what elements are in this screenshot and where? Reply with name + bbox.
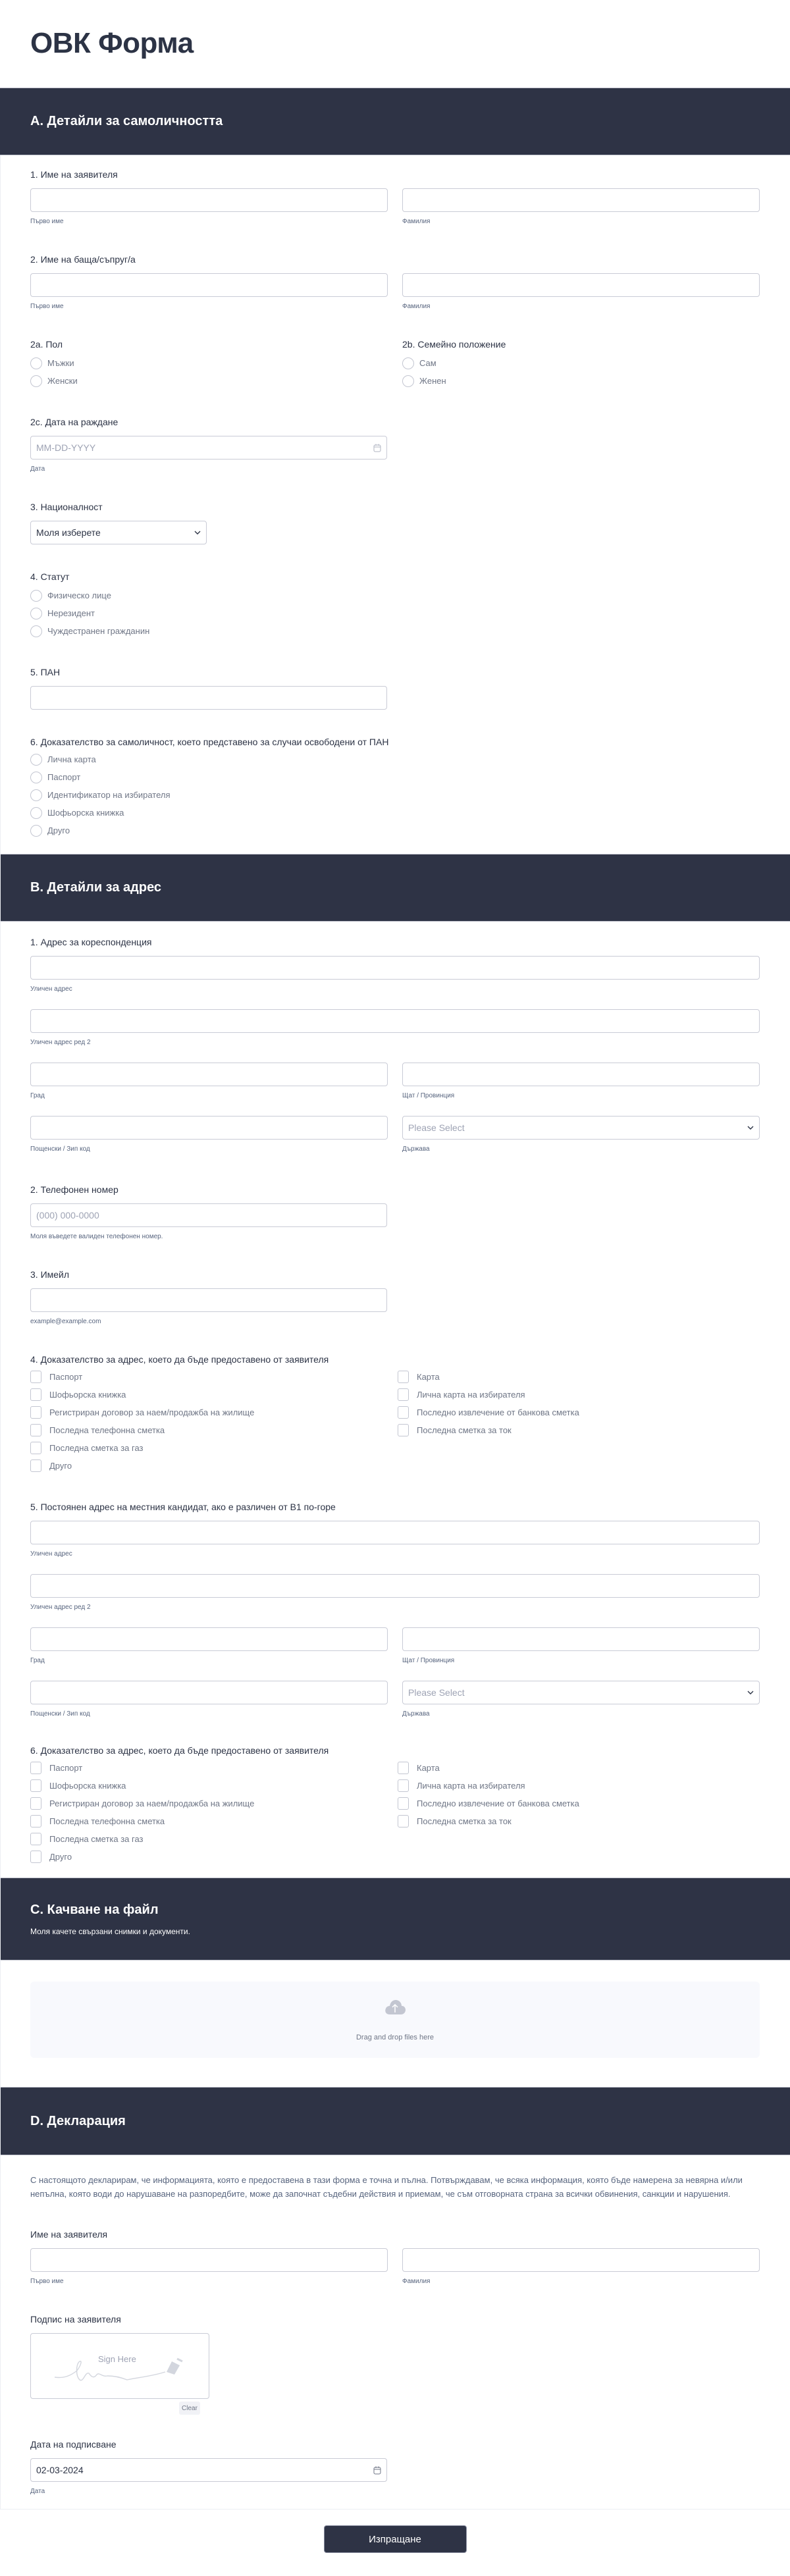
question-label: 2. Телефонен номер [30, 1184, 118, 1195]
clear-signature-button[interactable]: Clear [179, 2402, 200, 2415]
option-label: Идентификатор на избирателя [47, 790, 171, 800]
checkbox[interactable] [30, 1762, 41, 1774]
file-upload-dropzone[interactable] [30, 1982, 760, 2058]
checkbox[interactable] [398, 1388, 409, 1401]
question-label: 3. Националност [30, 502, 103, 512]
radio-button[interactable] [30, 357, 42, 369]
applicant-name-question [30, 155, 760, 230]
checkbox-option-card[interactable] [398, 1759, 760, 1777]
option-label: Нерезидент [47, 608, 95, 618]
option-label: Последна сметка за ток [417, 1816, 512, 1826]
sublabel: Уличен адрес ред 2 [30, 1039, 91, 1046]
checkbox[interactable] [30, 1406, 41, 1419]
page-left-border [0, 155, 1, 2509]
radio-option-single[interactable] [402, 354, 760, 372]
signature-pen-icon [55, 2357, 193, 2392]
checkbox-option-rental-contract[interactable] [30, 1795, 398, 1812]
checkbox[interactable] [398, 1424, 409, 1436]
checkbox-option-gas-bill[interactable] [30, 1439, 398, 1457]
checkbox[interactable] [398, 1815, 409, 1827]
question-label: 5. Постоянен адрес на местния кандидат, ако е различен от B1 по-горе [30, 1502, 336, 1512]
radio-option-voter-id[interactable] [30, 786, 760, 804]
section-a-body [0, 155, 790, 854]
checkbox-option-electricity-bill[interactable] [398, 1421, 760, 1439]
status-question [30, 544, 760, 640]
address-proof-question [30, 1330, 760, 1475]
date-value: 02-03-2024 [36, 2465, 84, 2475]
sublabel: Първо име [30, 218, 64, 225]
nationality-select[interactable] [30, 521, 207, 544]
select-placeholder: Please Select [408, 1687, 465, 1698]
correspondence-address-question [30, 922, 760, 1157]
radio-button[interactable] [30, 825, 42, 837]
checkbox[interactable] [398, 1779, 409, 1792]
chevron-down-icon [747, 1126, 754, 1130]
checkbox[interactable] [398, 1371, 409, 1383]
option-label: Последна сметка за газ [49, 1834, 144, 1844]
permanent-street-address-line2-input[interactable] [30, 1574, 760, 1598]
father-first-name-input[interactable] [30, 273, 388, 297]
checkbox[interactable] [30, 1851, 41, 1863]
question-label: 2a. Пол [30, 339, 63, 350]
checkbox[interactable] [30, 1459, 41, 1472]
radio-button[interactable] [402, 357, 414, 369]
option-label: Регистриран договор за наем/продажба на жилище [49, 1407, 255, 1417]
postal-code-input[interactable] [30, 1116, 388, 1140]
chevron-down-icon [747, 1691, 754, 1695]
radio-option-married[interactable] [402, 372, 760, 390]
sublabel: Дата [30, 465, 45, 473]
city-input[interactable] [30, 1063, 388, 1086]
applicant-last-name-input[interactable] [402, 188, 760, 212]
select-value: Моля изберете [36, 527, 101, 538]
option-label: Друго [47, 826, 70, 835]
sublabel: Дата [30, 2488, 45, 2495]
permanent-country-select[interactable] [402, 1681, 760, 1704]
address-proof-question-2 [30, 1722, 760, 1878]
phone-placeholder: (000) 000-0000 [36, 1210, 99, 1221]
phone-input[interactable] [30, 1203, 387, 1227]
checkbox-option-voter-id[interactable] [398, 1386, 760, 1404]
checkbox-option-driving-license[interactable] [30, 1777, 398, 1795]
checkbox-option-passport[interactable] [30, 1759, 398, 1777]
declaration-text: С настоящото декларирам, че информацията, която е предоставена в тази форма е точна и пълна. Потвърждавам, че всяка информация, която бъде намерена за невярна и/или непълна, която води до нарушаване на разпоредбите, може да започнат съдебни действия и приемам, че съм отговорната страна за всички обвинения, санкции и нарушения. [30, 2175, 743, 2199]
question-label: Подпис на заявителя [30, 2314, 121, 2325]
option-label: Лична карта [47, 754, 96, 764]
sublabel: Щат / Провинция [402, 1657, 455, 1664]
sublabel: Уличен адрес [30, 1550, 72, 1558]
section-d-body [0, 2155, 790, 2509]
chevron-down-icon [194, 531, 201, 535]
sublabel: Държава [402, 1710, 430, 1718]
option-label: Друго [49, 1852, 72, 1862]
question-label: 2c. Дата на раждане [30, 417, 118, 427]
state-province-input[interactable] [402, 1063, 760, 1086]
option-label: Шофьорска книжка [49, 1390, 126, 1400]
option-label: Друго [49, 1461, 72, 1471]
option-label: Последна телефонна сметка [49, 1425, 165, 1435]
sublabel: Щат / Провинция [402, 1092, 455, 1099]
radio-option-other[interactable] [30, 822, 760, 839]
father-spouse-name-question [30, 230, 760, 315]
checkbox-option-electricity-bill[interactable] [398, 1812, 760, 1830]
section-c-header [0, 1878, 790, 1960]
phone-question [30, 1157, 760, 1242]
question-label: 4. Статут [30, 571, 70, 582]
question-label: 6. Доказателство за самоличност, което представено за случаи освободени от ПАН [30, 737, 389, 747]
email-input[interactable] [30, 1288, 387, 1312]
birth-date-question [30, 390, 760, 475]
checkbox-option-phone-bill[interactable] [30, 1421, 398, 1439]
signature-placeholder: Sign Here [98, 2354, 136, 2364]
radio-button[interactable] [30, 375, 42, 387]
sublabel: Първо име [30, 303, 64, 310]
sublabel: Фамилия [402, 2278, 431, 2285]
radio-option-id-card[interactable] [30, 750, 760, 768]
pan-input[interactable] [30, 686, 387, 710]
option-label: Паспорт [49, 1763, 83, 1773]
father-last-name-input[interactable] [402, 273, 760, 297]
checkbox-option-card[interactable] [398, 1368, 760, 1386]
section-b-title: B. Детайли за адрес [30, 880, 162, 895]
checkbox-option-rental-contract[interactable] [30, 1404, 398, 1421]
option-label: Шофьорска книжка [47, 808, 124, 818]
checkbox-option-bank-statement[interactable] [398, 1404, 760, 1421]
checkbox-option-bank-statement[interactable] [398, 1795, 760, 1812]
checkbox[interactable] [30, 1424, 41, 1436]
radio-button[interactable] [402, 375, 414, 387]
section-b-header [0, 854, 790, 922]
radio-option-female[interactable] [30, 372, 388, 390]
option-label: Последно извлечение от банкова сметка [417, 1407, 579, 1417]
sublabel: Град [30, 1657, 45, 1664]
option-label: Лична карта на избирателя [417, 1390, 525, 1400]
signature-pad[interactable] [30, 2333, 209, 2399]
radio-option-male[interactable] [30, 354, 388, 372]
checkbox[interactable] [30, 1442, 41, 1454]
calendar-icon[interactable] [373, 444, 381, 452]
section-c-body [0, 1960, 790, 2087]
option-label: Шофьорска книжка [49, 1781, 126, 1791]
calendar-icon[interactable] [373, 2466, 381, 2475]
sublabel: Град [30, 1092, 45, 1099]
checkbox[interactable] [398, 1406, 409, 1419]
email-question [30, 1245, 760, 1327]
question-label: Име на заявителя [30, 2229, 108, 2240]
radio-button[interactable] [30, 789, 42, 801]
option-label: Последна сметка за ток [417, 1425, 512, 1435]
option-label: Последна сметка за газ [49, 1443, 144, 1453]
radio-button[interactable] [30, 754, 42, 766]
option-label: Паспорт [47, 772, 81, 782]
option-label: Женски [47, 376, 78, 386]
section-c-subtitle: Моля качете свързани снимки и документи. [30, 1926, 190, 1936]
checkbox[interactable] [30, 1388, 41, 1401]
option-label: Паспорт [49, 1372, 83, 1382]
checkbox-option-passport[interactable] [30, 1368, 398, 1386]
option-label: Последна телефонна сметка [49, 1816, 165, 1826]
cloud-upload-icon [384, 1999, 406, 2019]
street-address-input[interactable] [30, 956, 760, 980]
submit-button[interactable]: Изпращане [324, 2525, 467, 2553]
form-title-area [0, 0, 790, 88]
radio-button[interactable] [30, 608, 42, 619]
street-address-line2-input[interactable] [30, 1009, 760, 1033]
declarant-first-name-input[interactable] [30, 2248, 388, 2272]
sublabel: Държава [402, 1145, 430, 1153]
section-a-title: A. Детайли за самоличността [30, 114, 223, 128]
sublabel: Първо име [30, 2278, 64, 2285]
option-label: Последно извлечение от банкова сметка [417, 1799, 579, 1808]
radio-option-nonresident[interactable] [30, 604, 760, 622]
pan-question [30, 640, 760, 710]
signing-date-input[interactable] [30, 2458, 387, 2482]
country-select[interactable] [402, 1116, 760, 1140]
option-label: Карта [417, 1372, 440, 1382]
question-label: 2. Име на баща/съпруг/а [30, 254, 136, 265]
declarant-last-name-input[interactable] [402, 2248, 760, 2272]
sublabel: example@example.com [30, 1318, 101, 1325]
checkbox[interactable] [30, 1797, 41, 1810]
question-label: 1. Име на заявителя [30, 169, 118, 180]
sublabel: Моля въведете валиден телефонен номер. [30, 1233, 163, 1240]
checkbox-option-other[interactable] [30, 1848, 398, 1866]
option-label: Сам [419, 358, 436, 368]
radio-button[interactable] [30, 807, 42, 819]
radio-button[interactable] [30, 625, 42, 637]
checkbox[interactable] [30, 1371, 41, 1383]
permanent-state-province-input[interactable] [402, 1627, 760, 1651]
browse-files-button[interactable]: Преглед на файлове [350, 2020, 440, 2031]
option-label: Лична карта на избирателя [417, 1781, 525, 1791]
permanent-postal-code-input[interactable] [30, 1681, 388, 1704]
section-d-title: D. Декларация [30, 2113, 126, 2128]
checkbox-option-gas-bill[interactable] [30, 1830, 398, 1848]
permanent-city-input[interactable] [30, 1627, 388, 1651]
identity-proof-question [30, 710, 760, 854]
section-c-title: C. Качване на файл [30, 1902, 159, 1917]
signature-question [30, 2290, 760, 2415]
radio-option-driving-license[interactable] [30, 804, 760, 822]
select-placeholder: Please Select [408, 1122, 465, 1133]
option-label: Чуждестранен гражданин [47, 626, 150, 636]
option-label: Карта [417, 1763, 440, 1773]
radio-option-individual[interactable] [30, 587, 760, 604]
checkbox-option-driving-license[interactable] [30, 1386, 398, 1404]
declaration-name-question [30, 2201, 760, 2290]
gender-question [30, 338, 388, 390]
drag-drop-text: Drag and drop files here [356, 2033, 434, 2041]
option-label: Физическо лице [47, 591, 111, 600]
question-label: 1. Адрес за кореспонденция [30, 937, 152, 947]
question-label: 6. Доказателство за адрес, което да бъде предоставено от заявителя [30, 1745, 329, 1756]
section-a-header [0, 88, 790, 155]
marital-status-question [402, 338, 760, 390]
radio-option-passport[interactable] [30, 768, 760, 786]
question-label: 3. Имейл [30, 1269, 70, 1280]
checkbox-option-voter-id[interactable] [398, 1777, 760, 1795]
applicant-first-name-input[interactable] [30, 188, 388, 212]
nationality-question [30, 477, 760, 544]
question-label: 5. ПАН [30, 667, 61, 677]
birth-date-input[interactable] [30, 436, 387, 460]
option-label: Регистриран договор за наем/продажба на жилище [49, 1799, 255, 1808]
page-title: ОВК Форма [30, 27, 194, 59]
date-placeholder: MM-DD-YYYY [36, 442, 96, 453]
sublabel: Уличен адрес [30, 986, 72, 993]
permanent-street-address-input[interactable] [30, 1521, 760, 1544]
radio-button[interactable] [30, 772, 42, 783]
checkbox[interactable] [398, 1762, 409, 1774]
checkbox[interactable] [30, 1833, 41, 1845]
option-label: Мъжки [47, 358, 74, 368]
checkbox[interactable] [30, 1779, 41, 1792]
sublabel: Фамилия [402, 303, 431, 310]
section-d-header [0, 2087, 790, 2155]
checkbox[interactable] [398, 1797, 409, 1810]
sublabel: Уличен адрес ред 2 [30, 1604, 91, 1611]
sublabel: Фамилия [402, 218, 431, 225]
question-label: 4. Доказателство за адрес, което да бъде предоставено от заявителя [30, 1354, 329, 1365]
radio-option-foreign-citizen[interactable] [30, 622, 760, 640]
permanent-address-question [30, 1475, 760, 1722]
question-label: Дата на подписване [30, 2439, 117, 2450]
checkbox-option-other[interactable] [30, 1457, 398, 1475]
radio-button[interactable] [30, 590, 42, 602]
sublabel: Пощенски / Зип код [30, 1710, 90, 1718]
checkbox-option-phone-bill[interactable] [30, 1812, 398, 1830]
option-label: Женен [419, 376, 446, 386]
section-b-body [0, 922, 790, 1878]
checkbox[interactable] [30, 1815, 41, 1827]
signing-date-question [30, 2415, 760, 2509]
sublabel: Пощенски / Зип код [30, 1145, 90, 1153]
question-label: 2b. Семейно положение [402, 339, 506, 350]
